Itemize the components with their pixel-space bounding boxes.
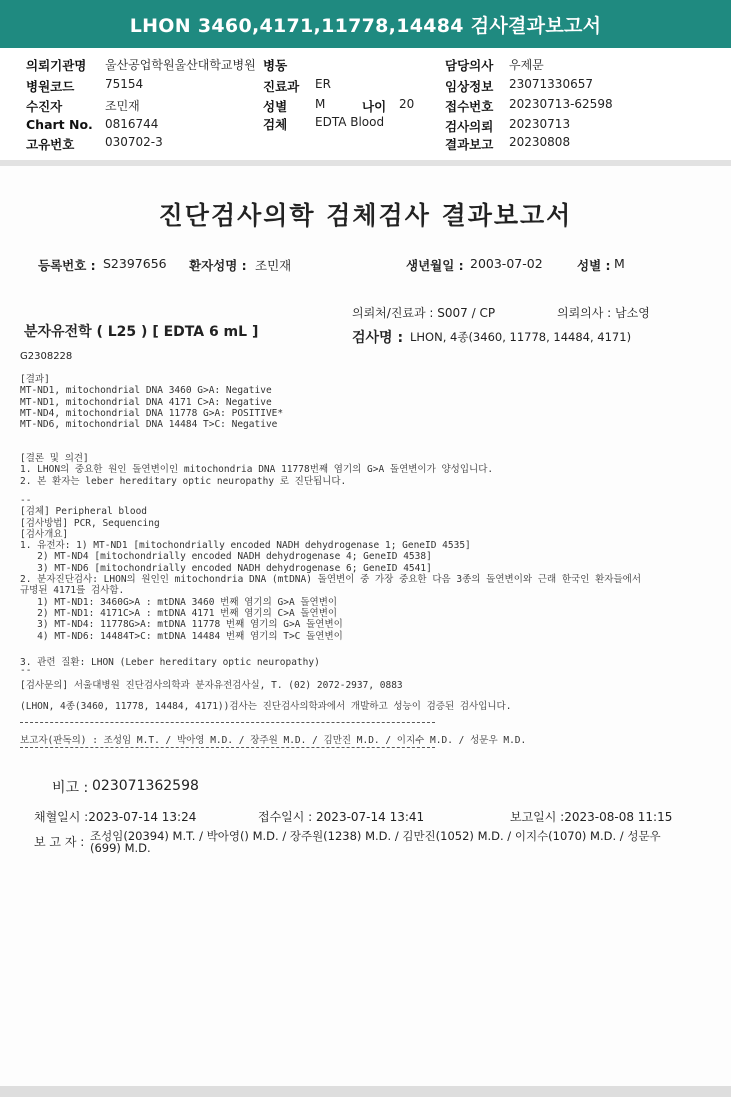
header-value-chart-no: 0816744 [105, 117, 159, 131]
header-value-doctor: 우제문 [509, 58, 544, 72]
header-value-specimen: EDTA Blood [315, 115, 385, 129]
result-block: [결과] MT-ND1, mitochondrial DNA 3460 G>A: Negative MT-ND1, mitochondrial DNA 4171 C>A: Negative MT-ND4, mitochondrial DNA 11778 G>A: POSITIVE* MT-ND6, mitochondrial DNA 14484 T>C: Negative [20, 374, 284, 431]
header-label-department: 진료과 [263, 79, 300, 94]
header-label-patient: 수진자 [26, 99, 63, 114]
separator-dashes: -- [20, 665, 32, 676]
dashed-divider [20, 722, 435, 723]
patient-name-label: 환자성명 : [189, 258, 247, 273]
sex-label: 성별 : [577, 258, 611, 273]
header-value-sex: M [315, 97, 326, 111]
header-value-institution: 울산공업학원울산대학교병원 [105, 58, 256, 72]
header-label-sex: 성별 [263, 99, 288, 114]
reporter-value-line1: 조성임(20394) M.T. / 박아영() M.D. / 장주원(1238) M.D. / 김만진(1052) M.D. / 이지수(1070) M.D. / 성문우 [90, 829, 661, 843]
test-name-label: 검사명 : [352, 330, 404, 346]
dashed-divider [20, 747, 435, 748]
header-value-request-date: 20230713 [509, 117, 571, 131]
header-value-clinical-info: 23071330657 [509, 77, 593, 91]
inquiry-line: [검사문의] 서울대병원 진단검사의학과 분자유전검사실, T. (02) 2072-2937, 0883 [20, 680, 403, 691]
note-value: 023071362598 [92, 778, 199, 794]
referring-doctor: 의뢰의사 : 남소영 [557, 306, 650, 320]
header-label-age: 나이 [362, 99, 387, 114]
opinion-block: [결론 및 의견] 1. LHON의 중요한 원인 돌연변이인 mitochondria DNA 11778번째 염기의 G>A 돌연변이가 양성입니다. 2. 본 환자는 leber hereditary optic neuropathy 로 진단됩니다. [20, 453, 494, 487]
header-info-panel [0, 48, 731, 166]
header-label-hospital-code: 병원코드 [26, 79, 75, 94]
reporter-value-line2: (699) M.D. [90, 841, 151, 855]
section-heading: 분자유전학 ( L25 ) [ EDTA 6 mL ] [24, 324, 259, 340]
referring-department: 의뢰처/진료과 : S007 / CP [352, 306, 496, 320]
note-label: 비고 : [52, 780, 89, 796]
sex-value: M [614, 256, 625, 271]
header-label-doctor: 담당의사 [445, 58, 494, 73]
reg-no-value: S2397656 [103, 256, 167, 271]
dob-label: 생년월일 : [406, 258, 464, 273]
reg-no-label: 등록번호 : [38, 258, 96, 273]
report-datetime: 보고일시 :2023-08-08 11:15 [510, 810, 673, 824]
header-label-institution: 의뢰기관명 [26, 58, 87, 73]
header-value-receipt-no: 20230713-62598 [509, 97, 613, 111]
header-value-patient: 조민재 [105, 99, 140, 113]
patient-name-value: 조민재 [255, 258, 292, 273]
reporter-line: 보고자(판독의) : 조성임 M.T. / 박아영 M.D. / 장주원 M.D. / 김만진 M.D. / 이지수 M.D. / 성문우 M.D. [20, 735, 527, 746]
header-value-department: ER [315, 77, 331, 91]
header-label-chart-no: Chart No. [26, 117, 93, 132]
header-label-unique-no: 고유번호 [26, 137, 75, 152]
specimen-code: G2308228 [20, 351, 73, 362]
header-value-age: 20 [399, 97, 415, 111]
reporter-label: 보 고 자 : [34, 835, 85, 849]
report-title: 진단검사의학 검체검사 결과보고서 [158, 201, 573, 230]
bottom-edge [0, 1086, 731, 1097]
receipt-datetime: 접수일시 : 2023-07-14 13:41 [258, 810, 425, 824]
header-label-request-date: 검사의뢰 [445, 119, 494, 134]
header-label-ward: 병동 [263, 58, 288, 73]
header-value-report-date: 20230808 [509, 135, 571, 149]
header-value-unique-no: 030702-3 [105, 135, 163, 149]
header-value-hospital-code: 75154 [105, 77, 144, 91]
header-label-receipt-no: 접수번호 [445, 99, 494, 114]
header-label-clinical-info: 임상정보 [445, 79, 494, 94]
title-bar [0, 0, 731, 48]
related-disease: 3. 관련 질환: LHON (Leber hereditary optic neuropathy) [20, 657, 320, 668]
dob-value: 2003-07-02 [470, 256, 543, 271]
header-label-specimen: 검체 [263, 117, 288, 132]
test-name-value: LHON, 4종(3460, 11778, 14484, 4171) [410, 330, 632, 344]
page-title: LHON 3460,4171,11778,14484 검사결과보고서 [129, 14, 602, 37]
header-label-report-date: 결과보고 [445, 137, 494, 152]
collection-datetime: 채혈일시 :2023-07-14 13:24 [34, 810, 197, 824]
validation-line: (LHON, 4종(3460, 11778, 14484, 4171))검사는 진단검사의학과에서 개발하고 성능이 검증된 검사입니다. [20, 701, 512, 712]
test-detail-block: -- [검체] Peripheral blood [검사방법] PCR, Sequencing [검사개요] 1. 유전자: 1) MT-ND1 [mitochondrially encoded NADH dehydrogenase 1; GeneID 4535] 2) MT-ND4 [mitochondrially encoded NADH dehydrogenase 4; GeneID 4538] 3) MT-ND6 [mitochondrially encoded NADH dehydrogenase 6; GeneID 4541] 2. 분자진단검사: LHON의 원인인 mitochondria DNA (mtDNA) 돌연변이 중 가장 중요한 다음 3종의 돌연변이와 근래 한국인 환자들에서 규명된 4171를 검사함. 1) MT-ND1: 3460G>A : mtDNA 3460 번째 염기의 G>A 돌연변이 2) MT-ND1: 4171C>A : mtDNA 4171 번째 염기의 C>A 돌연변이 3) MT-ND4: 11778G>A: mtDNA 11778 번째 염기의 G>A 돌연변이 4) MT-ND6: 14484T>C: mtDNA 14484 번째 염기의 T>C 돌연변이 [20, 495, 642, 642]
